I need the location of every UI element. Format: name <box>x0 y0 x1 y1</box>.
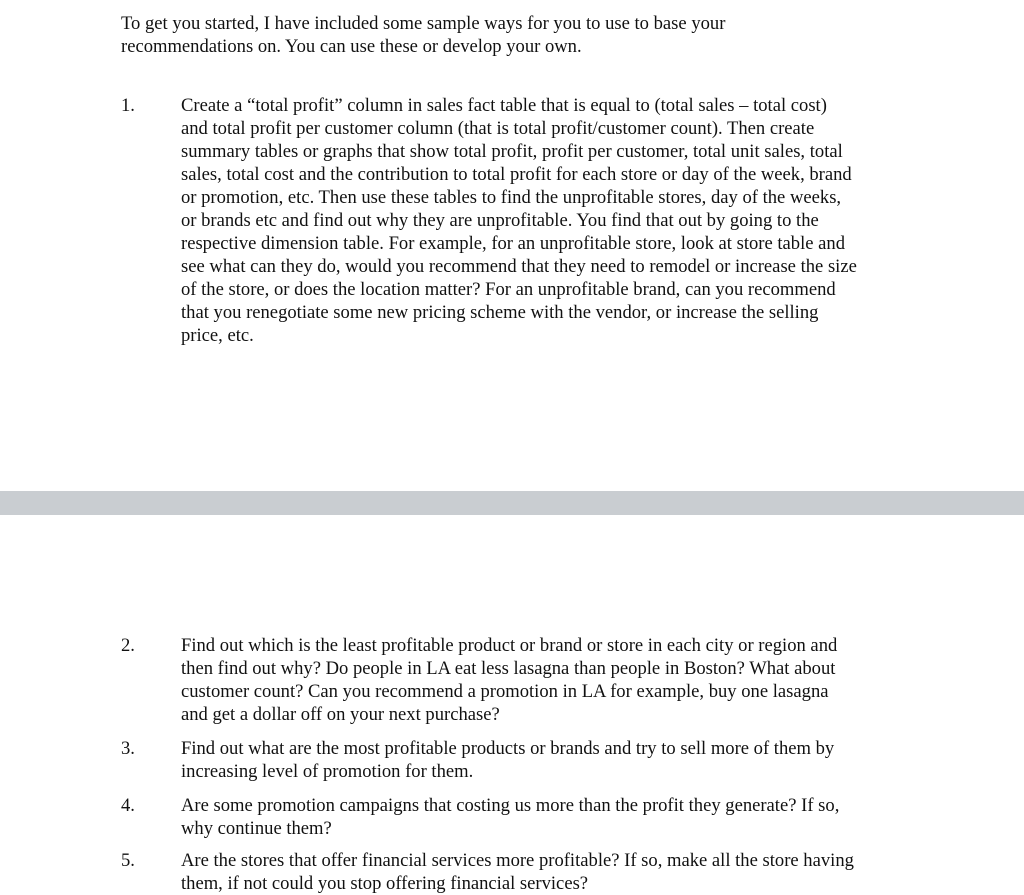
text-line: then find out why? Do people in LA eat less lasagna than people in Boston? What about <box>181 658 836 679</box>
text-line: why continue them? <box>181 818 332 839</box>
text-line: and get a dollar off on your next purchase? <box>181 704 500 725</box>
text-line: customer count? Can you recommend a promotion in LA for example, buy one lasagna <box>181 681 829 702</box>
text-line: and total profit per customer column (that is total profit/customer count). Then create <box>181 118 815 139</box>
text-line: sales, total cost and the contribution to total profit for each store or day of the week, brand <box>181 164 852 185</box>
list-item-text <box>181 794 916 840</box>
list-item-number: 1. <box>121 95 135 116</box>
text-line: or promotion, etc. Then use these tables to find the unprofitable stores, day of the weeks, <box>181 187 842 208</box>
text-line: Find out which is the least profitable product or brand or store in each city or region and <box>181 635 838 656</box>
list-item-text <box>181 634 916 726</box>
list-item-number: 3. <box>121 738 135 759</box>
list-item-number: 2. <box>121 635 135 656</box>
text-line: that you renegotiate some new pricing scheme with the vendor, or increase the selling <box>181 302 819 323</box>
text-line: Are some promotion campaigns that costing us more than the profit they generate? If so, <box>181 795 840 816</box>
text-line: or brands etc and find out why they are unprofitable. You find that out by going to the <box>181 210 819 231</box>
text-line: see what can they do, would you recommend that they need to remodel or increase the size <box>181 256 857 277</box>
list-item-text <box>181 849 916 895</box>
intro-paragraph <box>121 12 841 58</box>
text-line: increasing level of promotion for them. <box>181 761 474 782</box>
list-item-number: 5. <box>121 850 135 871</box>
text-line: price, etc. <box>181 325 254 346</box>
list-item-text <box>181 737 916 783</box>
text-line: them, if not could you stop offering financial services? <box>181 873 589 894</box>
document-page-bottom <box>0 515 1024 894</box>
text-line: Find out what are the most profitable products or brands and try to sell more of them by <box>181 738 835 759</box>
intro-line: To get you started, I have included some sample ways for you to use to base your <box>121 13 726 34</box>
text-line: Create a “total profit” column in sales fact table that is equal to (total sales – total cost) <box>181 95 827 116</box>
text-line: respective dimension table. For example, for an unprofitable store, look at store table and <box>181 233 846 254</box>
text-line: Are the stores that offer financial services more profitable? If so, make all the store having <box>181 850 854 871</box>
text-line: summary tables or graphs that show total profit, profit per customer, total unit sales, total <box>181 141 843 162</box>
list-item-number: 4. <box>121 795 135 816</box>
text-line: of the store, or does the location matter? For an unprofitable brand, can you recommend <box>181 279 836 300</box>
page-break-gap <box>0 491 1024 515</box>
list-item-text <box>181 94 916 347</box>
intro-line: recommendations on. You can use these or develop your own. <box>121 36 582 57</box>
